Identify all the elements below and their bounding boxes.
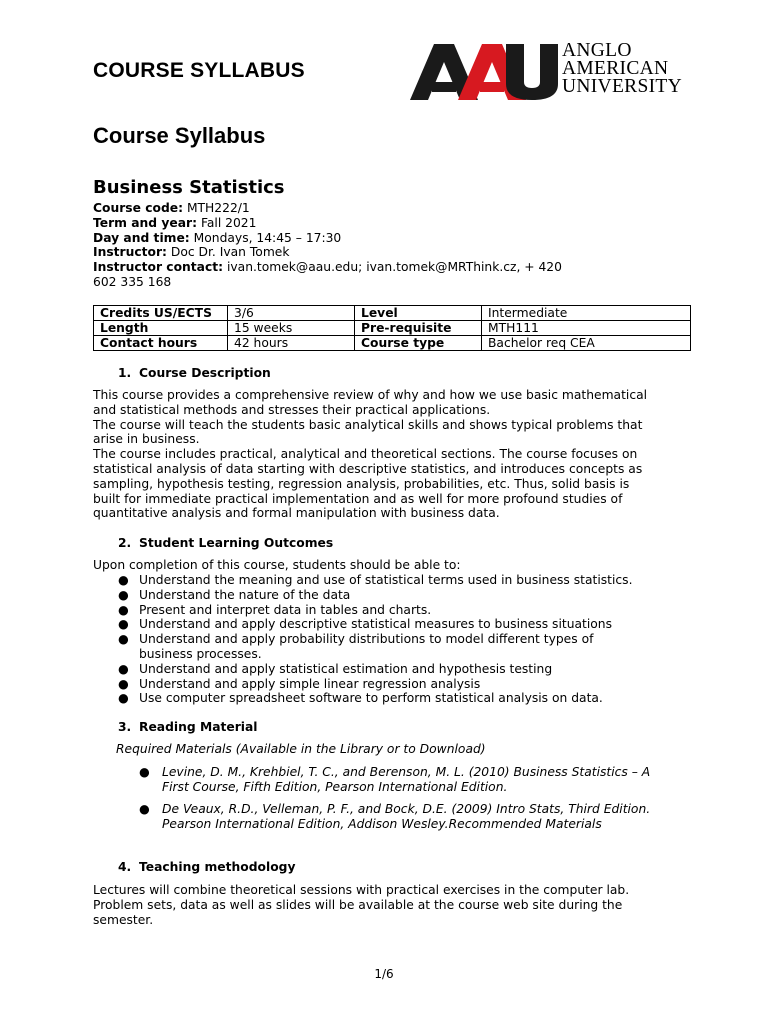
info-course-code: Course code: MTH222/1	[93, 201, 250, 215]
table-cell: MTH111	[482, 321, 691, 336]
course-meta-table	[93, 305, 691, 351]
description-line: statistical analysis of data starting with descriptive statistics, and introduces concepts as	[93, 461, 643, 476]
description-line: arise in business.	[93, 432, 200, 447]
info-instructor: Instructor: Doc Dr. Ivan Tomek	[93, 245, 290, 260]
description-line: This course provides a comprehensive review of why and how we use basic mathematical	[93, 388, 648, 402]
list-item: ● Understand and apply simple linear regression analysis	[118, 676, 481, 691]
reading-intro: Required Materials (Available in the Library or to Download)	[116, 742, 486, 756]
description-line: The course will teach the students basic analytical skills and shows typical problems that	[93, 417, 643, 432]
course-description	[93, 388, 683, 521]
teaching-line: Problem sets, data as well as slides will be available at the course web site during the	[93, 897, 623, 912]
list-item: ● Present and interpret data in tables and charts.	[118, 602, 432, 617]
list-item: ● Understand and apply statistical estimation and hypothesis testing	[118, 661, 553, 676]
table-cell: Level	[355, 306, 482, 321]
outcomes-list	[118, 573, 678, 706]
list-item: ● De Veaux, R.D., Velleman, P. F., and Bock, D.E. (2009) Intro Stats, Third Edition. Pearson International Edition, Addison Wesley.Recommended Materials	[139, 802, 651, 831]
table-cell: Course type	[355, 336, 482, 351]
table-cell: Contact hours	[94, 336, 228, 351]
list-item: ● Understand and apply probability distributions to model different types of business processes.	[118, 632, 594, 661]
description-line: The course includes practical, analytical and theoretical sections. The course focuses on	[93, 447, 638, 462]
university-logo	[410, 42, 710, 102]
table-cell: 42 hours	[228, 336, 355, 351]
info-contact-phone: 602 335 168	[93, 274, 172, 289]
table-cell: Length	[94, 321, 228, 336]
reference-list	[139, 765, 679, 839]
table-row	[94, 321, 691, 336]
logo-line-university: UNIVERSITY	[562, 76, 682, 97]
header-title: COURSE SYLLABUS	[93, 59, 305, 82]
document-title: Course Syllabus	[93, 123, 266, 148]
info-day-time: Day and time: Mondays, 14:45 – 17:30	[93, 230, 342, 245]
table-cell: 3/6	[228, 306, 355, 321]
list-item: ● Use computer spreadsheet software to perform statistical analysis on data.	[118, 691, 603, 706]
table-row	[94, 336, 691, 351]
logo-line-anglo: ANGLO	[562, 40, 632, 61]
description-line: and statistical methods and stresses their practical applications.	[93, 402, 491, 417]
info-contact: Instructor contact: ivan.tomek@aau.edu; ivan.tomek@MRThink.cz, + 420	[93, 260, 562, 275]
list-item: ● Understand the nature of the data	[118, 587, 351, 602]
table-cell: 15 weeks	[228, 321, 355, 336]
logo-text	[562, 42, 682, 96]
section-heading-reading: 3. Reading Material	[118, 720, 258, 734]
description-line: built for immediate practical implementation and as well for more profound studies of	[93, 491, 623, 506]
info-term: Term and year: Fall 2021	[93, 215, 257, 230]
table-cell: Intermediate	[482, 306, 691, 321]
list-item: ● Levine, D. M., Krehbiel, T. C., and Berenson, M. L. (2010) Business Statistics – A First Course, Fifth Edition, Pearson International Edition.	[139, 765, 651, 794]
outcomes-intro: Upon completion of this course, students should be able to:	[93, 558, 461, 572]
section-heading-teaching: 4. Teaching methodology	[118, 860, 296, 874]
description-line: quantitative analysis and formal manipulation with business data.	[93, 506, 500, 521]
section-heading-description: 1. Course Description	[118, 366, 271, 380]
teaching-line: semester.	[93, 912, 154, 927]
table-cell: Credits US/ECTS	[94, 306, 228, 321]
table-row	[94, 306, 691, 321]
list-item: ● Understand and apply descriptive statistical measures to business situations	[118, 617, 612, 632]
page-number: 1/6	[374, 967, 394, 981]
subject-title: Business Statistics	[93, 177, 285, 198]
aau-logo-mark	[410, 42, 560, 102]
table-cell: Pre-requisite	[355, 321, 482, 336]
table-cell: Bachelor req CEA	[482, 336, 691, 351]
section-heading-outcomes: 2. Student Learning Outcomes	[118, 536, 334, 550]
teaching-methodology	[93, 883, 683, 927]
logo-line-american: AMERICAN	[562, 58, 669, 79]
course-info	[93, 201, 603, 290]
description-line: sampling, hypothesis testing, regression analysis, probabilities, etc. Thus, solid basis is	[93, 476, 630, 491]
list-item: ● Understand the meaning and use of statistical terms used in business statistics.	[118, 573, 633, 587]
teaching-line: Lectures will combine theoretical sessions with practical exercises in the computer lab.	[93, 883, 630, 897]
